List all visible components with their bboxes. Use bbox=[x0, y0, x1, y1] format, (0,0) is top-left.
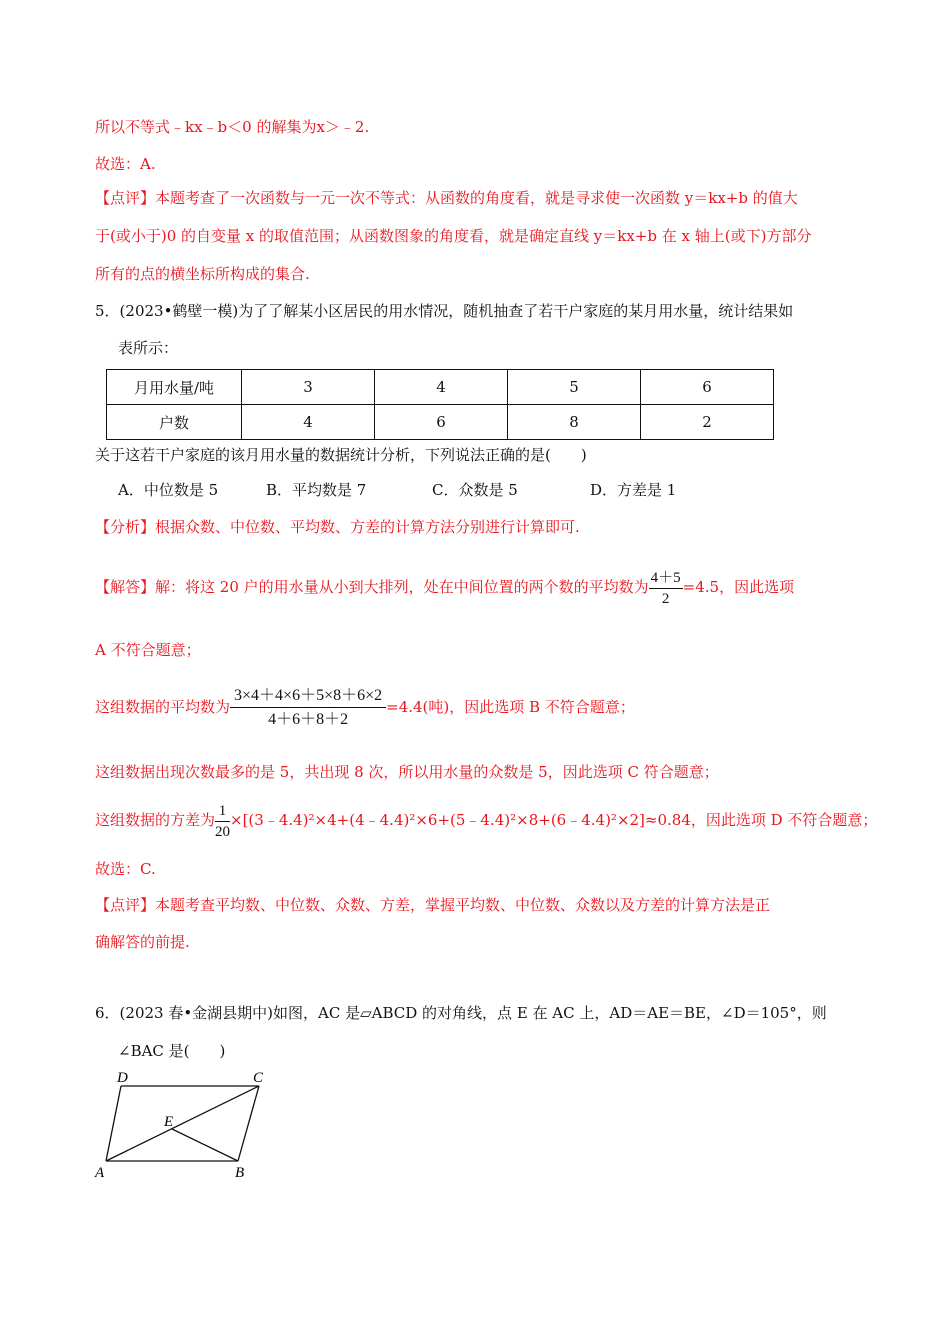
q4-choice: 故选：A. bbox=[95, 155, 156, 173]
q5-analysis: 【分析】根据众数、中位数、平均数、方差的计算方法分别进行计算即可. bbox=[95, 518, 580, 536]
q6-stem-l2: ∠BAC 是( ) bbox=[118, 1042, 226, 1060]
q4-comment-l2: 于(或小于)0 的自变量 x 的取值范围；从函数图象的角度看，就是确定直线 y＝kx+b 在 x 轴上(或下)方部分 bbox=[95, 227, 812, 245]
option-b: B．平均数是 7 bbox=[266, 481, 367, 499]
comment-tag: 【点评】 bbox=[95, 896, 156, 914]
q5-variance-line: 这组数据的方差为 $\frac{1}{20}$ ×[(3﹣4.4)²×4+(4﹣4.4)²×6+(5﹣4.4)²×8+(6﹣4.4)²×2]≈0.84，因此选项 D 不符合题意； bbox=[95, 802, 878, 840]
table-row bbox=[107, 405, 774, 440]
q5-comment-l2: 确解答的前提. bbox=[95, 933, 190, 951]
label-e: E bbox=[164, 1114, 174, 1130]
q5-comment-l1: 【点评】本题考查平均数、中位数、众数、方差，掌握平均数、中位数、众数以及方差的计算方法是正 bbox=[95, 896, 771, 914]
q5-solution-l1: 【解答】解：将这 20 户的用水量从小到大排列，处在中间位置的两个数的平均数为 $\frac{4+5}{2}$ =4.5，因此选项 bbox=[95, 569, 795, 607]
q5-choice: 故选：C. bbox=[95, 860, 156, 878]
option-a: A．中位数是 5 bbox=[118, 481, 219, 499]
median-fraction: $\frac{4+5}{2}$ bbox=[650, 569, 681, 607]
q5-mean-line: 这组数据的平均数为 $\frac{3\times 4+4\times 6+5\times 8+6\times 2}{4+6+8+2}$ =4.4(吨)，因此选项 B 不符合题意； bbox=[95, 687, 635, 728]
segment-be bbox=[172, 1129, 238, 1161]
option-c: C．众数是 5 bbox=[432, 481, 518, 499]
label-c: C bbox=[253, 1070, 264, 1086]
q4-comment-l3: 所有的点的横坐标所构成的集合. bbox=[95, 265, 310, 283]
q6-stem-l1: 6．(2023 春•金湖县期中)如图，AC 是▱ABCD 的对角线，点 E 在 AC 上，AD＝AE＝BE，∠D＝105°，则 bbox=[95, 1004, 827, 1022]
diagonal-ac bbox=[106, 1086, 259, 1161]
comment-tag: 【点评】 bbox=[95, 189, 156, 207]
label-a: A bbox=[95, 1165, 105, 1181]
table-cell: 户数 bbox=[107, 405, 242, 440]
analysis-tag: 【分析】 bbox=[95, 518, 156, 536]
q5-stem-l1: 5．(2023•鹤壁一模)为了了解某小区居民的用水情况，随机抽查了若干户家庭的某月用水量，统计结果如 bbox=[95, 302, 794, 320]
option-d: D．方差是 1 bbox=[590, 481, 677, 499]
table-cell: 6 bbox=[641, 370, 774, 405]
label-b: B bbox=[235, 1165, 245, 1181]
q4-conclusion: 所以不等式﹣kx﹣b＜0 的解集为x＞﹣2. bbox=[95, 118, 370, 136]
q5-stem-l2: 表所示： bbox=[118, 339, 179, 357]
solution-tag: 【解答】 bbox=[95, 578, 156, 596]
label-d: D bbox=[117, 1070, 128, 1086]
variance-fraction: $\frac{1}{20}$ bbox=[215, 802, 231, 840]
table-cell: 8 bbox=[508, 405, 641, 440]
mean-fraction: $\frac{3\times 4+4\times 6+5\times 8+6\times 2}{4+6+8+2}$ bbox=[230, 687, 386, 729]
parallelogram-figure bbox=[90, 1066, 280, 1186]
q5-mode-line: 这组数据出现次数最多的是 5，共出现 8 次，所以用水量的众数是 5，因此选项 C 符合题意； bbox=[95, 763, 719, 781]
water-usage-table bbox=[106, 369, 774, 440]
side-ad bbox=[106, 1086, 121, 1161]
table-cell: 4 bbox=[375, 370, 508, 405]
table-cell: 6 bbox=[375, 405, 508, 440]
table-cell: 月用水量/吨 bbox=[107, 370, 242, 405]
q5-question: 关于这若干户家庭的该月用水量的数据统计分析，下列说法正确的是( ) bbox=[95, 446, 587, 464]
q5-solution-l2: A 不符合题意； bbox=[95, 641, 201, 659]
table-cell: 5 bbox=[508, 370, 641, 405]
table-row bbox=[107, 370, 774, 405]
table-cell: 3 bbox=[242, 370, 375, 405]
table-cell: 2 bbox=[641, 405, 774, 440]
q5-options bbox=[118, 480, 676, 500]
side-bc bbox=[238, 1086, 259, 1161]
table-cell: 4 bbox=[242, 405, 375, 440]
q4-comment-l1: 【点评】本题考查了一次函数与一元一次不等式：从函数的角度看，就是寻求使一次函数 y＝kx+b 的值大 bbox=[95, 189, 798, 207]
